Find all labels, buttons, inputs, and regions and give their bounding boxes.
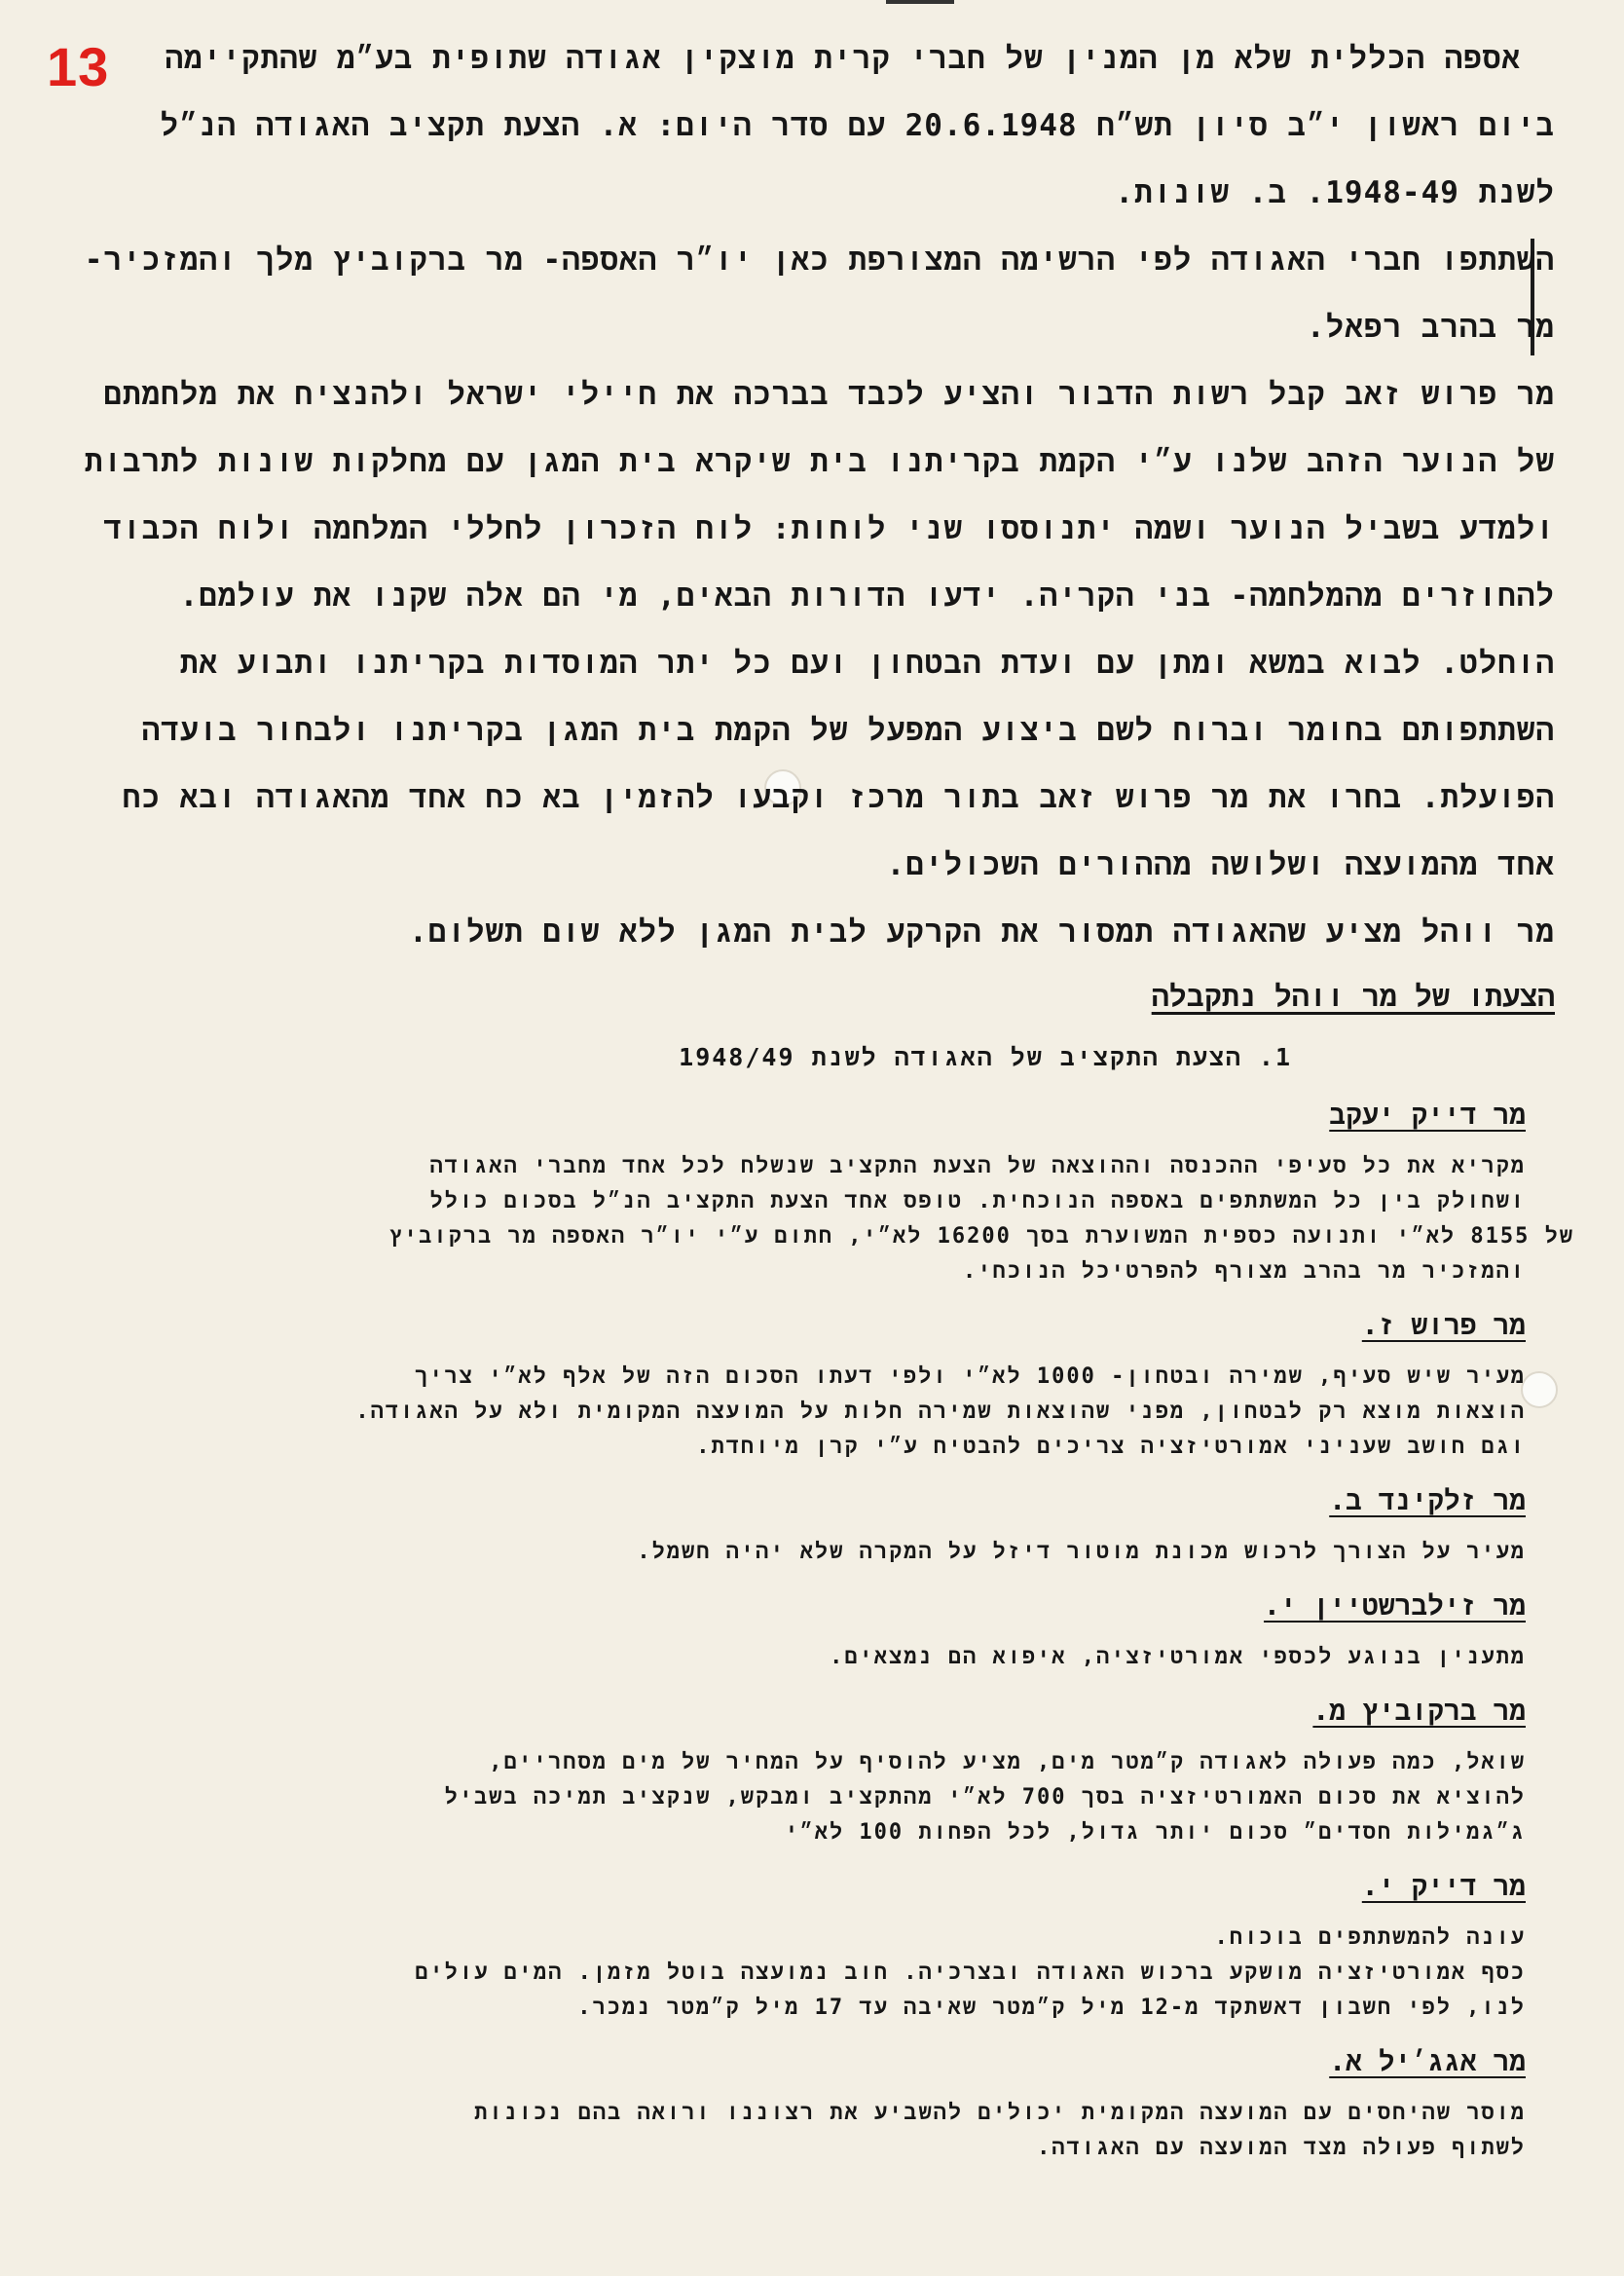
speaker-section [51,1093,1574,1287]
speaker-section [51,1478,1555,1568]
speaker-section [51,1584,1555,1673]
text-line: הוצאות מוצא רק לבטחון, מפני שהוצאות שמירה חלות על המועצה המקומית ולא על האגודה. [355,1399,1526,1424]
text-line: לשנת 1948-49. ב. שונות. [1115,175,1555,210]
text-line: מעיר על הצורך לרכוש מכונת מוטור דיזל על המקרה שלא יהיה חשמל. [637,1540,1526,1564]
document-body [51,27,1574,2168]
text-line: מקריא את כל סעיפי ההכנסה וההוצאה של הצעת התקציב שנשלח לכל אחד מחברי האגודה [429,1154,1526,1178]
speaker-section [51,1689,1555,1848]
text-line: אחד מהמועצה ושלושה מההורים השכולים. [886,847,1555,882]
text-line: הוחלט. לבוא במשא ומתן עם ועדת הבטחון ועם כל יתר המוסדות בקריתנו ותבוע את [179,646,1555,681]
speaker-name: מר דייק יעקב [1329,1099,1526,1131]
speaker-section [51,1303,1555,1463]
text-line: השתתפותם בחומר וברוח לשם ביצוע המפעל של הקמת בית המגן בקריתנו ולבחור בועדה [141,713,1555,748]
text-line: להוציא את סכום האמורטיזציה בסך 700 לא״י מהתקציב ומבקש, שנקציב תמיכה בשביל [444,1785,1526,1810]
text-line: מעיר שיש סעיף, שמירה ובטחון- 1000 לא״י ולפי דעתו הסכום הזה של אלף לא״י צריך [414,1364,1526,1389]
text-line: ולמדע בשביל הנוער ושמה יתנוססו שני לוחות: לוח הזכרון לחללי המלחמה ולוח הכבוד [103,511,1555,546]
text-line: ג״גמילות חסדים״ סכום יותר גדול, לכל הפחות 100 לא״י [785,1820,1526,1845]
text-line: לנו, לפי חשבון דאשתקד מ-12 מיל ק״מטר שאיבה עד 17 מיל ק״מטר נמכר. [577,1996,1526,2020]
proposal-heading: הצעתו של מר ווהל נתקבלה [1151,980,1555,1014]
text-line: שואל, כמה פעולה לאגודה ק״מטר מים, מציע להוסיף על המחיר של מים מסחריים, [489,1750,1526,1774]
speaker-name: מר זילברשטיין י. [1263,1589,1526,1622]
speaker-name: מר זלקינד ב. [1329,1484,1526,1516]
page-number: 13 [47,36,110,97]
text-line: מוסר שהיחסים עם המועצה המקומית יכולים להשביע את רצוננו ורואה בהם נכונות [474,2101,1526,2125]
text-line: מר בהרב רפאל. [1306,310,1555,345]
speaker-name: מר דייק י. [1361,1870,1526,1902]
text-line: לשתוף פעולה מצד המועצה עם האגודה. [1037,2136,1526,2160]
text-line: מתענין בנוגע לכספי אמורטיזציה, איפוא הם נמצאים. [830,1645,1526,1669]
text-line: מר ווהל מציע שהאגודה תמסור את הקרקע לבית המגן ללא שום תשלום. [409,914,1555,950]
speaker-name: מר אגג׳יל א. [1329,2045,1526,2077]
text-line: עונה להמשתתפים בוכוח. [1214,1925,1526,1950]
text-line: השתתפו חברי האגודה לפי הרשימה המצורפת כאן יו״ר האספה- מר ברקוביץ מלך והמזכיר- [84,243,1555,278]
speaker-section [51,2039,1555,2164]
speaker-name: מר ברקוביץ מ. [1312,1695,1526,1727]
text-line: של 8155 לא״י ותנועה כספית המשוערת בסך 16200 לא״י, חתום ע״י יו״ר האספה מר ברקוביץ [388,1224,1574,1249]
text-line: אספה הכללית שלא מן המנין של חברי קרית מוצקין אגודה שתופית בע״מ שהתקיימה [165,41,1521,76]
speaker-section [51,1864,1555,2024]
top-rule [886,0,954,4]
text-line: ביום ראשון י״ב סיון תש״ח 20.6.1948 עם סדר היום: א. הצעת תקציב האגודה הנ״ל [160,108,1555,143]
text-line: מר פרוש זאב קבל רשות הדבור והציע לכבד בברכה את חיילי ישראל ולהנציח את מלחמתם [103,377,1555,412]
text-line: והמזכיר מר בהרב מצורף להפרטיכל הנוכחי. [963,1259,1526,1284]
text-line: ושחולק בין כל המשתתפים באספה הנוכחית. טופס אחד הצעת התקציב הנ״ל בסכום כולל [429,1189,1526,1213]
text-line: הפועלת. בחרו את מר פרוש זאב בתור מרכז וקבעו להזמין בא כח אחד מהאגודה ובא כח [122,780,1555,815]
text-line: וגם חושב שעניני אמורטיזציה צריכים להבטיח ע״י קרן מיוחדת. [696,1435,1526,1459]
text-line: להחוזרים מהמלחמה- בני הקריה. ידעו הדורות הבאים, מי הם אלה שקנו את עולמם. [179,578,1555,614]
speaker-name: מר פרוש ז. [1361,1309,1526,1341]
text-line: כסף אמורטיזציה מושקע ברכוש האגודה ובצרכיה. חוב נמועצה בוטל מזמן. המים עולים [415,1960,1526,1985]
text-line: של הנוער הזהב שלנו ע״י הקמת בקריתנו בית שיקרא בית המגן עם מחלקות שונות לתרבות [84,444,1555,479]
agenda-item: 1. הצעת התקציב של האגודה לשנת 1948/49 [679,1043,1292,1071]
